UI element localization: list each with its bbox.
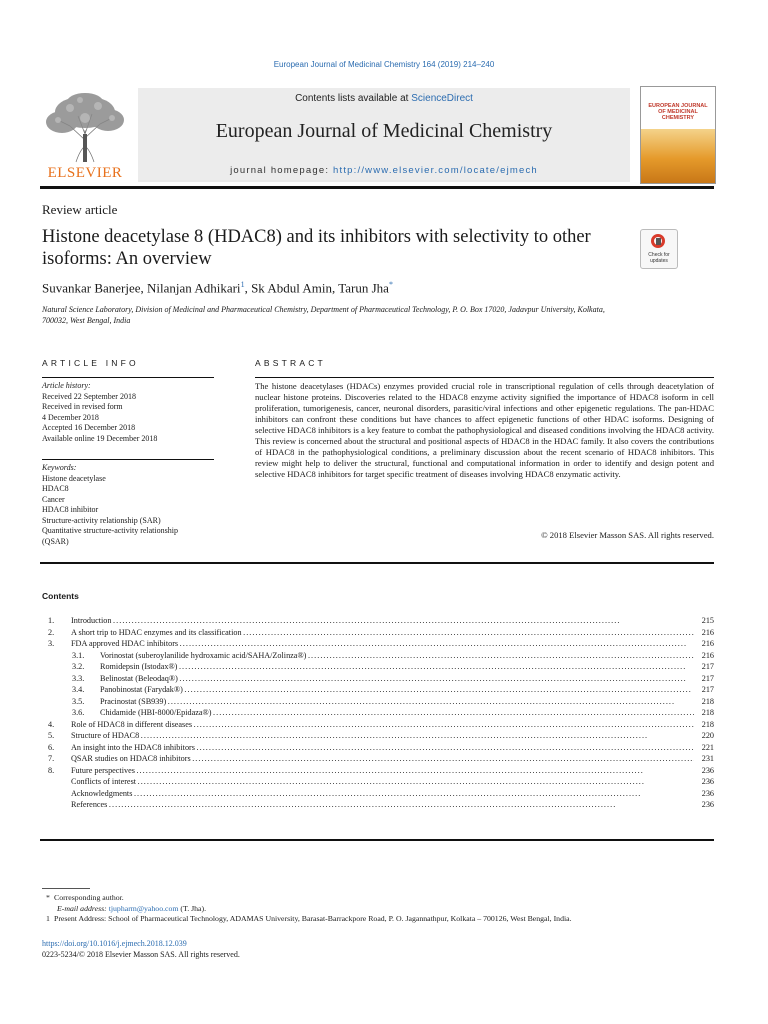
toc-entry-page: 216: [701, 639, 714, 648]
keywords-label: Keywords:: [42, 463, 77, 472]
history-entry: 4 December 2018: [42, 412, 99, 422]
toc-entry-number: 8.: [48, 765, 55, 775]
journal-cover-thumbnail[interactable]: [640, 86, 716, 184]
article-title: Histone deacetylase 8 (HDAC8) and its inhibitors with selectivity to other isoforms: An overview: [42, 227, 591, 269]
toc-entry-number: 6.: [48, 742, 55, 752]
homepage-prefix: journal homepage:: [230, 165, 333, 176]
toc-entry[interactable]: [42, 661, 714, 673]
corresponding-author-text: Corresponding author.: [54, 893, 124, 902]
toc-entry[interactable]: [42, 684, 714, 696]
check-for-updates-label: Check for updates: [648, 252, 670, 264]
toc-entry-page: 218: [701, 708, 714, 717]
keyword: Histone deacetylase: [42, 473, 106, 483]
article-history-label: Article history:: [42, 381, 91, 390]
keyword: Structure-activity relationship (SAR): [42, 515, 161, 525]
footnote-rule: [42, 888, 90, 889]
author-footnote-marker-1[interactable]: 1: [240, 280, 245, 289]
journal-title: European Journal of Medicinal Chemistry: [215, 120, 553, 142]
history-entry: Received in revised form: [42, 402, 123, 411]
toc-entry[interactable]: [42, 696, 714, 708]
toc-entry-number: 7.: [48, 754, 55, 763]
article-info-rule: [42, 377, 214, 378]
history-entry: Available online 19 December 2018: [42, 433, 158, 443]
toc-entry-page: 216: [701, 650, 714, 660]
author-affiliation: Natural Science Laboratory, Division of Medicinal and Pharmaceutical Chemistry, Department of Pharmaceutical Technology, P. O. Box 17020, Jadavpur University, Kolkata, 700032, West Bengal, India: [42, 305, 605, 325]
toc-entry-title[interactable]: Conflicts of interest . . .: [71, 776, 694, 788]
issn-copyright: 0223-5234/© 2018 Elsevier Masson SAS. All rights reserved.: [42, 949, 240, 959]
keyword: Quantitative structure-activity relationship: [42, 526, 178, 535]
keywords-rule: [42, 459, 214, 460]
footnote-mark: *: [46, 893, 50, 902]
toc-entry-page: 236: [701, 777, 714, 786]
toc-entry-page: 217: [701, 685, 714, 694]
history-entry: Received 22 September 2018: [42, 391, 136, 401]
toc-entry-title[interactable]: Belinostat (Beleodaq®) . . .: [100, 673, 694, 685]
toc-entry[interactable]: [42, 776, 714, 788]
article-type: Review article: [42, 202, 118, 217]
abstract-body: The histone deacetylases (HDACs) enzymes provided crucial role in transcriptional regulation of cells through deacetylation of nuclear histone proteins. Discoveries related to the HDAC8 enzyme activity signified the importance of HDAC8 isoform in cell proliferation, tumorigenesis, cancer, neuronal disorders, parasitic/viral infections and other epigenetic regulations. The pan-HDAC inhibitors can confront these conditions but have chances to affect epigenetic functions of other HDAC isoforms. Designing of selective HDAC8 inhibitors is a key feature to combat the pathophysiological and diseased conditions involving the HDAC8 activity. This review is concerned about the structural and positional aspects of HDAC8 in the HDAC family. It also covers the contributions of HDAC8 in the pathophysiological conditions, a preliminary discussion about the recent scenario of HDAC8 inhibitors. This review might help to deliver the structural, functional and computational information in order to identify and design potent and selective HDAC8 inhibitors for target specific treatment of diseases involving HDAC8 enzymatic activity.: [255, 381, 714, 479]
toc-entry-page: 217: [701, 673, 714, 683]
present-address-note: [42, 914, 714, 925]
toc-entry-number: 2.: [48, 627, 55, 637]
keyword: HDAC8: [42, 484, 69, 493]
toc-entry-title[interactable]: Structure of HDAC8 . . .: [71, 730, 694, 742]
authors-group-2: , Sk Abdul Amin, Tarun Jha: [244, 280, 389, 296]
email-link[interactable]: tjupharm@yahoo.com: [108, 903, 179, 913]
cover-artwork: [641, 129, 715, 183]
toc-entry-page: 220: [701, 731, 714, 740]
toc-entry-page: 215: [701, 616, 714, 625]
authors-group-1: Suvankar Banerjee, Nilanjan Adhikari: [42, 280, 241, 296]
toc-entry-number: 4.: [48, 719, 55, 729]
toc-entry-number: 3.5.: [72, 696, 85, 706]
toc-entry[interactable]: [42, 673, 714, 685]
toc-entry-page: 218: [701, 696, 714, 706]
elsevier-logo: [40, 90, 130, 182]
toc-entry-title[interactable]: Introduction . . .: [71, 615, 694, 627]
abstract-copyright: © 2018 Elsevier Masson SAS. All rights reserved.: [541, 530, 714, 540]
keyword: HDAC8 inhibitor: [42, 505, 99, 514]
doi-link[interactable]: https://doi.org/10.1016/j.ejmech.2018.12.039: [42, 939, 187, 948]
toc-entry-number: 3.: [48, 639, 55, 648]
abstract-heading: ABSTRACT: [255, 358, 326, 368]
toc-entry-title[interactable]: Future perspectives . . .: [71, 765, 694, 777]
toc-entry-title[interactable]: References . . .: [71, 799, 694, 811]
header-divider: [40, 186, 714, 189]
toc-entry-title[interactable]: Romidepsin (Istodax®) . . .: [100, 661, 694, 673]
toc-entry-title[interactable]: A short trip to HDAC enzymes and its classification . . .: [71, 627, 694, 639]
toc-entry[interactable]: [42, 765, 714, 777]
journal-masthead: [138, 88, 630, 182]
author-list: [42, 280, 393, 296]
publisher-wordmark: ELSEVIER: [47, 165, 123, 181]
toc-entry-page: 236: [701, 765, 714, 775]
toc-entry-number: 3.6.: [72, 708, 85, 717]
keyword: (QSAR): [42, 536, 69, 546]
toc-entry[interactable]: [42, 707, 714, 719]
check-for-updates-badge[interactable]: [640, 229, 678, 269]
toc-entry-number: 3.1.: [72, 650, 85, 660]
cover-title: EUROPEAN JOURNAL OF MEDICINAL CHEMISTRY: [648, 103, 708, 121]
toc-entry-title[interactable]: Panobinostat (Farydak®) . . .: [100, 684, 694, 696]
toc-entry[interactable]: [42, 627, 714, 639]
article-info-heading: ARTICLE INFO: [42, 358, 139, 368]
email-label: E-mail address:: [57, 903, 107, 913]
abstract-rule: [255, 377, 714, 378]
toc-entry[interactable]: [42, 730, 714, 742]
toc-entry-page: 218: [701, 719, 714, 729]
tree-icon: [40, 90, 130, 164]
toc-entry-page: 236: [701, 800, 714, 809]
toc-entry[interactable]: [42, 742, 714, 754]
history-entry: Accepted 16 December 2018: [42, 423, 136, 432]
journal-citation: European Journal of Medicinal Chemistry 164 (2019) 214–240: [273, 60, 495, 69]
keywords-block: [42, 463, 214, 547]
toc-entry-title[interactable]: Chidamide (HBI-8000/Epidaza®) . . .: [100, 707, 694, 719]
contents-prefix: Contents lists available at: [295, 93, 412, 104]
toc-entry-number: 3.4.: [72, 685, 85, 694]
email-suffix: (T. Jha).: [178, 903, 207, 913]
footnotes: [42, 893, 714, 925]
present-address-text: Present Address: School of Pharmaceutical Technology, ADAMAS University, Barasat-Barrackpore Road, P. O. Jagannathpur, Kolkata – 700126, West Bengal, India.: [54, 914, 572, 923]
toc-entry[interactable]: [42, 615, 714, 627]
toc-entry[interactable]: [42, 788, 714, 800]
article-history: [42, 381, 214, 444]
article-doi-block: [42, 939, 240, 960]
toc-entry-page: 216: [701, 627, 714, 637]
toc-entry-number: 5.: [48, 731, 55, 740]
toc-entry[interactable]: [42, 719, 714, 731]
journal-homepage-link[interactable]: http://www.elsevier.com/locate/ejmech: [333, 165, 538, 176]
toc-entry-title[interactable]: An insight into the HDAC8 inhibitors . . .: [71, 742, 694, 754]
corresponding-author-marker[interactable]: *: [388, 280, 393, 289]
toc-entry[interactable]: [42, 799, 714, 811]
toc-entry-number: 1.: [48, 616, 55, 625]
abstract-divider: [40, 562, 714, 564]
toc-entry-page: 221: [701, 742, 714, 752]
toc-entry-number: 3.2.: [72, 662, 85, 671]
toc-entry-title[interactable]: Role of HDAC8 in different diseases . . .: [71, 719, 694, 731]
toc-entry-title[interactable]: FDA approved HDAC inhibitors . . .: [71, 638, 694, 650]
cover-top-bar: [641, 87, 715, 101]
contents-available-line: [138, 93, 630, 104]
sciencedirect-link[interactable]: ScienceDirect: [411, 93, 473, 104]
toc-entry-page: 236: [701, 788, 714, 798]
toc-entry-title[interactable]: Pracinostat (SB939) . . .: [100, 696, 694, 708]
table-of-contents: [42, 615, 714, 811]
email-note: [42, 904, 714, 915]
contents-divider: [40, 839, 714, 841]
toc-entry-page: 231: [701, 754, 714, 763]
journal-homepage-line: [138, 165, 630, 176]
toc-entry-page: 217: [701, 662, 714, 671]
keyword: Cancer: [42, 494, 65, 504]
toc-entry[interactable]: [42, 753, 714, 765]
footnote-mark: 1: [46, 914, 50, 923]
crossmark-bookmark-icon: [656, 238, 661, 245]
contents-heading: Contents: [42, 591, 79, 601]
toc-entry[interactable]: [42, 638, 714, 650]
toc-entry[interactable]: [42, 650, 714, 662]
toc-entry-title[interactable]: Acknowledgments . . .: [71, 788, 694, 800]
toc-entry-title[interactable]: QSAR studies on HDAC8 inhibitors . . .: [71, 753, 694, 765]
toc-entry-number: 3.3.: [72, 673, 85, 683]
corresponding-author-note: [42, 893, 714, 904]
toc-entry-title[interactable]: Vorinostat (suberoylanilide hydroxamic acid/SAHA/Zolinza®) . . .: [100, 650, 694, 662]
